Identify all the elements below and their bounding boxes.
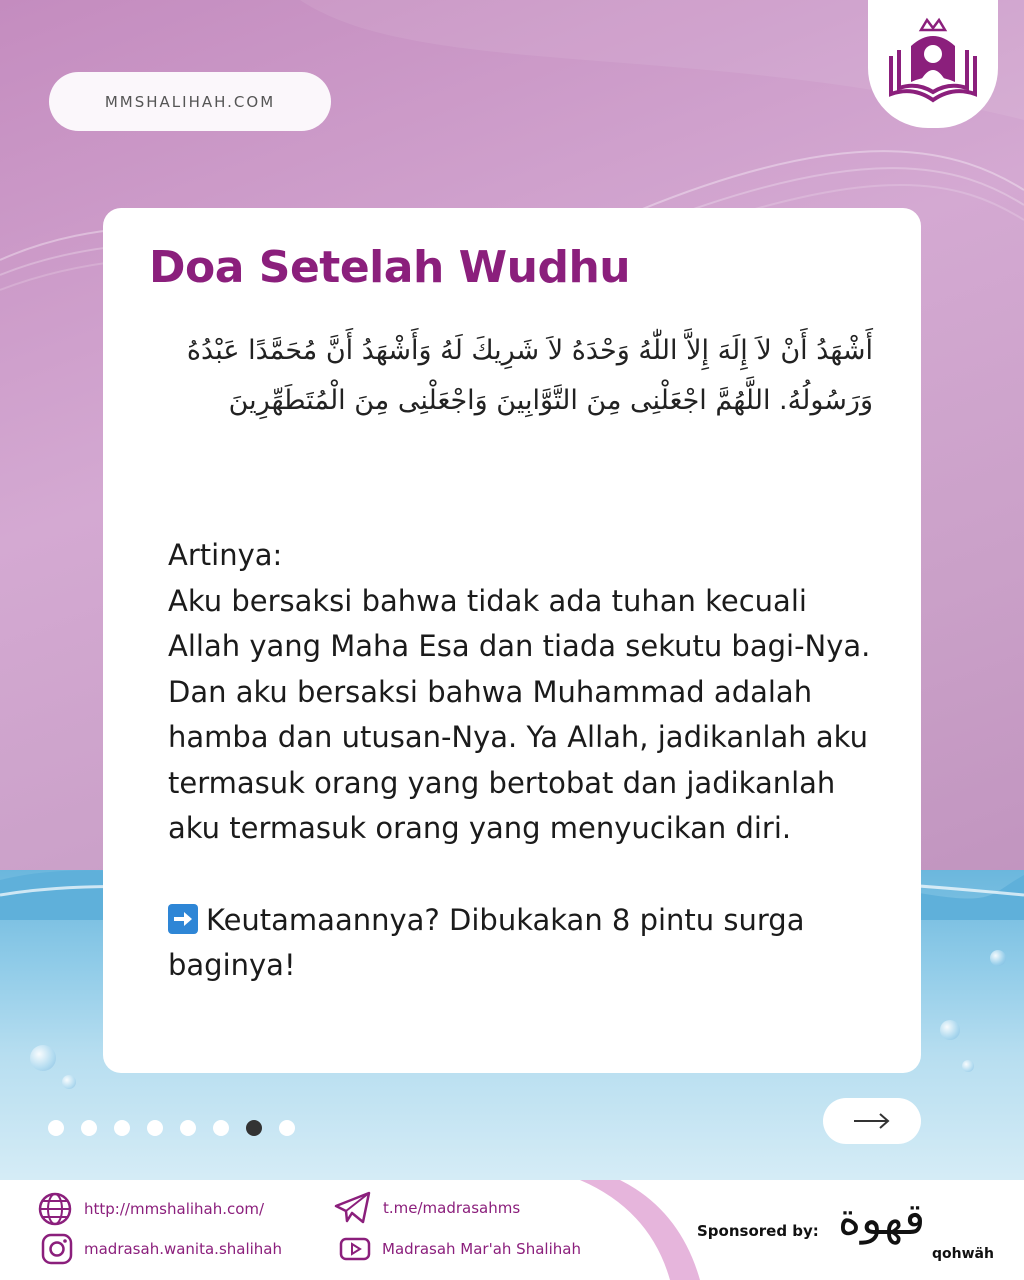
virtue-text: Keutamaannya? Dibukakan 8 pintu surga baginya! [168, 902, 805, 982]
youtube-icon [338, 1234, 372, 1264]
meaning-text: Aku bersaksi bahwa tidak ada tuhan kecuali Allah yang Maha Esa dan tiada sekutu bagi-Nya. Dan aku bersaksi bahwa Muhammad adalah hamba dan utusan-Nya. Ya Allah, jadikanlah aku termasuk orang yang bertobat dan jadikanlah aku termasuk orang yang menyucikan diri. [168, 583, 871, 845]
logo-icon [881, 16, 985, 112]
footer-website-text: http://mmshalihah.com/ [84, 1200, 265, 1218]
card-title: Doa Setelah Wudhu [149, 242, 631, 293]
site-url-pill[interactable] [49, 72, 331, 131]
sponsor-logo[interactable] [838, 1194, 994, 1274]
content-card [103, 208, 921, 1073]
arrow-right-icon [168, 904, 198, 934]
footer-telegram[interactable] [333, 1190, 520, 1226]
footer-youtube-text: Madrasah Mar'ah Shalihah [382, 1240, 581, 1258]
instagram-icon [40, 1232, 74, 1266]
arrow-right-icon [852, 1111, 892, 1131]
next-button[interactable] [823, 1098, 921, 1144]
pagination-dots [48, 1120, 295, 1136]
logo-badge [868, 0, 998, 128]
footer [0, 1180, 1024, 1280]
telegram-icon [333, 1190, 373, 1226]
footer-instagram-text: madrasah.wanita.shalihah [84, 1240, 282, 1258]
footer-instagram[interactable] [40, 1232, 282, 1266]
virtue-line [168, 898, 888, 989]
globe-icon [36, 1190, 74, 1228]
footer-telegram-text: t.me/madrasahms [383, 1199, 521, 1217]
site-url: MMSHALIHAH.COM [104, 92, 276, 111]
pagination-dot[interactable] [213, 1120, 229, 1136]
pagination-dot-active[interactable] [246, 1120, 262, 1136]
pagination-dot[interactable] [81, 1120, 97, 1136]
arabic-prayer: أَشْهَدُ أَنْ لاَ إِلَهَ إِلاَّ اللّٰهُ وَحْدَهُ لاَ شَرِيكَ لَهُ وَأَشْهَدُ أَنَّ مُحَمَّدًا عَبْدُهُ وَرَسُولُهُ. اللَّهُمَّ اجْعَلْنِى مِنَ التَّوَّابِينَ وَاجْعَلْنِى مِنَ الْمُتَطَهِّرِينَ [186, 335, 873, 416]
sponsor-arabic: قهوة [838, 1194, 926, 1245]
pagination-dot[interactable] [48, 1120, 64, 1136]
card-body [168, 533, 888, 989]
pagination-dot[interactable] [114, 1120, 130, 1136]
footer-youtube[interactable] [338, 1234, 581, 1264]
sponsor-latin: qohwäh [932, 1246, 994, 1262]
pagination-dot[interactable] [279, 1120, 295, 1136]
meaning-label: Artinya: [168, 538, 283, 572]
pagination-dot[interactable] [180, 1120, 196, 1136]
footer-website[interactable] [36, 1190, 264, 1228]
pagination-dot[interactable] [147, 1120, 163, 1136]
sponsored-label: Sponsored by: [697, 1222, 819, 1240]
